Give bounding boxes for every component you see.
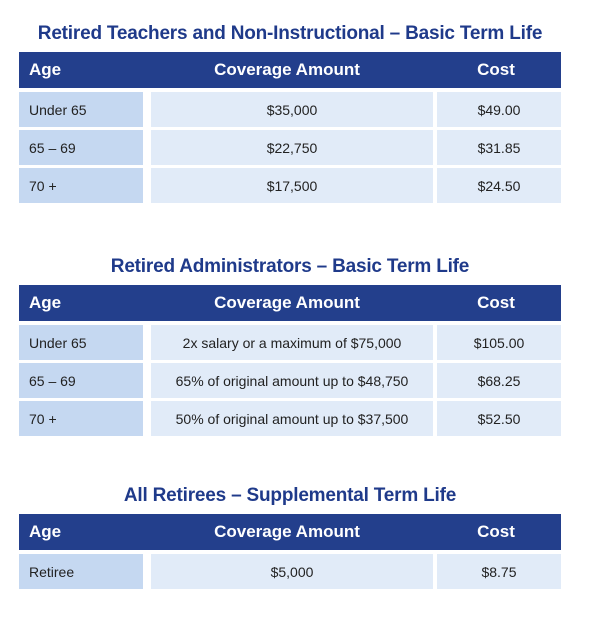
table-title: Retired Teachers and Non-Instructional – Basic Term Life: [37, 23, 543, 44]
cell-cost: $52.50: [437, 401, 561, 436]
cell-age: 70 +: [19, 168, 143, 203]
cell-age: 65 – 69: [19, 130, 143, 165]
table-row: [19, 554, 561, 589]
table-section-teachers: [19, 22, 561, 203]
table-body: [19, 325, 561, 436]
cell-coverage: $22,750: [151, 130, 433, 165]
cell-age: Under 65: [19, 92, 143, 127]
table-row: [19, 92, 561, 127]
cell-cost: $8.75: [437, 554, 561, 589]
header-cost: Cost: [477, 293, 515, 312]
header-coverage: Coverage Amount: [214, 60, 360, 79]
header-age: Age: [29, 522, 62, 541]
header-coverage: Coverage Amount: [214, 293, 360, 312]
cell-coverage: $17,500: [151, 168, 433, 203]
table-body: [19, 92, 561, 203]
table-header: [19, 514, 561, 550]
cell-age: Retiree: [19, 554, 143, 589]
cell-age: 65 – 69: [19, 363, 143, 398]
table-row: [19, 401, 561, 436]
table-title: All Retirees – Supplemental Term Life: [123, 485, 457, 506]
header-cost: Cost: [477, 522, 515, 541]
cell-coverage: $35,000: [151, 92, 433, 127]
cell-cost: $68.25: [437, 363, 561, 398]
table-body: [19, 554, 561, 589]
cell-cost: $31.85: [437, 130, 561, 165]
cell-coverage: 65% of original amount up to $48,750: [151, 363, 433, 398]
table-row: [19, 130, 561, 165]
table-header: [19, 52, 561, 88]
header-age: Age: [29, 293, 62, 312]
header-coverage: Coverage Amount: [214, 522, 360, 541]
table-row: [19, 325, 561, 360]
cell-coverage: $5,000: [151, 554, 433, 589]
cell-cost: $24.50: [437, 168, 561, 203]
cell-coverage: 50% of original amount up to $37,500: [151, 401, 433, 436]
table-row: [19, 363, 561, 398]
cell-coverage: 2x salary or a maximum of $75,000: [151, 325, 433, 360]
cell-age: Under 65: [19, 325, 143, 360]
table-section-administrators: [19, 255, 561, 436]
cell-cost: $105.00: [437, 325, 561, 360]
cell-cost: $49.00: [437, 92, 561, 127]
table-row: [19, 168, 561, 203]
header-cost: Cost: [477, 60, 515, 79]
header-age: Age: [29, 60, 62, 79]
cell-age: 70 +: [19, 401, 143, 436]
table-title: Retired Administrators – Basic Term Life: [110, 256, 470, 277]
table-header: [19, 285, 561, 321]
table-section-supplemental: [19, 484, 561, 589]
